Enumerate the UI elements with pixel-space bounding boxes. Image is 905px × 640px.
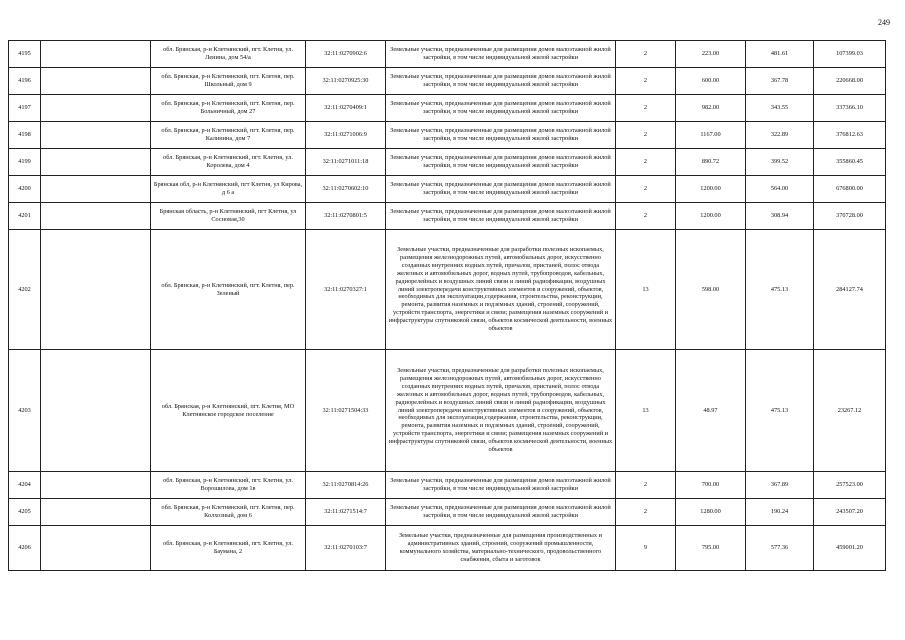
cadastral-number-cell: 32:11:0270814:26 [306, 472, 386, 499]
group-cell: 2 [616, 176, 676, 203]
land-use-cell: Земельные участки, предназначенные для размещения домов малоэтажной жилой застройки, в том числе индивидуальной жилой застройки [386, 472, 616, 499]
cadastral-value-cell: 676800.00 [814, 176, 886, 203]
land-use-cell: Земельные участки, предназначенные для размещения домов малоэтажной жилой застройки, в том числе индивидуальной жилой застройки [386, 68, 616, 95]
page-number: 249 [878, 18, 890, 27]
table-row [9, 176, 886, 203]
table-body [9, 41, 886, 571]
cadastral-number-cell: 32:11:0270902:6 [306, 41, 386, 68]
address-cell: обл. Брянская, р-н Клетнянский, пгт. Клетня, ул. Ленина, дом 54/а [151, 41, 306, 68]
row-id-cell: 4200 [9, 176, 41, 203]
row-id-cell: 4195 [9, 41, 41, 68]
cadastral-value-cell: 107399.03 [814, 41, 886, 68]
cadastral-value-table [8, 40, 886, 571]
area-cell: 890.72 [676, 149, 746, 176]
cadastral-value-cell: 23267.12 [814, 350, 886, 472]
land-use-cell: Земельные участки, предназначенные для размещения домов малоэтажной жилой застройки, в том числе индивидуальной жилой застройки [386, 95, 616, 122]
address-cell: Брянская область, р-н Клетнянский, пгт Клетня, ул Сосновая,30 [151, 203, 306, 230]
table-row [9, 526, 886, 571]
cadastral-number-cell: 32:11:0270925:30 [306, 68, 386, 95]
group-cell: 13 [616, 350, 676, 472]
address-cell: обл. Брянская, р-н Клетнянский, пгт. Клетня, ул. Ворошилова, дом 1в [151, 472, 306, 499]
group-cell: 2 [616, 203, 676, 230]
land-use-cell: Земельные участки, предназначенные для размещения домов малоэтажной жилой застройки, в том числе индивидуальной жилой застройки [386, 41, 616, 68]
spacer-cell [41, 472, 151, 499]
specific-value-cell: 399.52 [746, 149, 814, 176]
address-cell: обл. Брянская, р-н Клетнянский, пгт. Клетня, пер. Калинина, дом 7 [151, 122, 306, 149]
area-cell: 982.00 [676, 95, 746, 122]
land-use-cell: Земельные участки, предназначенные для размещения домов малоэтажной жилой застройки, в том числе индивидуальной жилой застройки [386, 499, 616, 526]
specific-value-cell: 190.24 [746, 499, 814, 526]
address-cell: обл. Брянская, р-н Клетнянский, пгт. Клетня, пер. Больничный, дом 27 [151, 95, 306, 122]
table-row [9, 41, 886, 68]
land-use-cell: Земельные участки, предназначенные для разработки полезных ископаемых, размещения железнодорожных путей, автомобильных дорог, искусственно созданных внутренних водных путей, причалов, пристаней, полос отвода железных и автомобильных дорог, водных путей, трубопроводов, кабельных, радиорелейных и воздушных линий связи и линий радиофикации, воздушных линий электропередачи конструктивных элементов и сооружений, объектов, необходимых для эксплуатации,содержания, строительства, реконструкции, ремонта, развития наземных и подземных зданий, строений, сооружений, устройств транспорта, энергетики и связи; размещения наземных сооружений и инфраструктуры спутниковой связи, объектов космической деятельности, военных объектов [386, 230, 616, 350]
specific-value-cell: 343.55 [746, 95, 814, 122]
specific-value-cell: 475.13 [746, 350, 814, 472]
spacer-cell [41, 176, 151, 203]
cadastral-number-cell: 32:11:0271504:33 [306, 350, 386, 472]
table-row [9, 203, 886, 230]
address-cell: обл. Брянская, р-н Клетнянский, пгт. Клетня, ул. Баумана, 2 [151, 526, 306, 571]
cadastral-value-cell: 376812.63 [814, 122, 886, 149]
cadastral-number-cell: 32:11:0270409:1 [306, 95, 386, 122]
row-id-cell: 4199 [9, 149, 41, 176]
area-cell: 223.00 [676, 41, 746, 68]
row-id-cell: 4196 [9, 68, 41, 95]
group-cell: 2 [616, 68, 676, 95]
spacer-cell [41, 149, 151, 176]
area-cell: 1167.00 [676, 122, 746, 149]
area-cell: 48.97 [676, 350, 746, 472]
specific-value-cell: 481.61 [746, 41, 814, 68]
spacer-cell [41, 350, 151, 472]
table-row [9, 95, 886, 122]
address-cell: обл. Брянская, р-н Клетнянский, пгт. Клетня, пер. Зеленый [151, 230, 306, 350]
area-cell: 1200.00 [676, 176, 746, 203]
group-cell: 2 [616, 41, 676, 68]
cadastral-number-cell: 32:11:0270801:5 [306, 203, 386, 230]
table-row [9, 350, 886, 472]
row-id-cell: 4204 [9, 472, 41, 499]
specific-value-cell: 367.78 [746, 68, 814, 95]
land-use-cell: Земельные участки, предназначенные для размещения производственных и административных зданий, строений, сооружений промышленности, коммунального хозяйства, материально-технического, продовольственного снабжения, сбыта и заготовок [386, 526, 616, 571]
row-id-cell: 4197 [9, 95, 41, 122]
address-cell: обл. Брянская, р-н Клетнянский, пгт. Клетня, МО Клетнянское городское поселение [151, 350, 306, 472]
table-row [9, 230, 886, 350]
cadastral-value-cell: 220668.00 [814, 68, 886, 95]
group-cell: 2 [616, 122, 676, 149]
table-row [9, 149, 886, 176]
row-id-cell: 4203 [9, 350, 41, 472]
cadastral-number-cell: 32:11:0270327:1 [306, 230, 386, 350]
spacer-cell [41, 499, 151, 526]
table-row [9, 499, 886, 526]
table-row [9, 68, 886, 95]
row-id-cell: 4205 [9, 499, 41, 526]
land-use-cell: Земельные участки, предназначенные для разработки полезных ископаемых, размещения железнодорожных путей, автомобильных дорог, искусственно созданных внутренних водных путей, причалов, пристаней, полос отвода железных и автомобильных дорог, водных путей, трубопроводов, кабельных, радиорелейных и воздушных линий связи и линий радиофикации, воздушных линий электропередачи конструктивных элементов и сооружений, объектов, необходимых для эксплуатации,содержания, строительства, реконструкции, ремонта, развития наземных и подземных зданий, строений, сооружений, устройств транспорта, энергетики и связи; размещения наземных сооружений и инфраструктуры спутниковой связи, объектов космической деятельности, военных объектов [386, 350, 616, 472]
row-id-cell: 4198 [9, 122, 41, 149]
area-cell: 1280.00 [676, 499, 746, 526]
group-cell: 2 [616, 499, 676, 526]
area-cell: 1200.00 [676, 203, 746, 230]
cadastral-value-cell: 355860.45 [814, 149, 886, 176]
address-cell: обл. Брянская, р-н Клетнянский, пгт. Клетня, ул. Королева, дом 4 [151, 149, 306, 176]
cadastral-number-cell: 32:11:0271011:18 [306, 149, 386, 176]
area-cell: 600.00 [676, 68, 746, 95]
spacer-cell [41, 68, 151, 95]
table-row [9, 122, 886, 149]
spacer-cell [41, 526, 151, 571]
specific-value-cell: 322.89 [746, 122, 814, 149]
cadastral-number-cell: 32:11:0270602:10 [306, 176, 386, 203]
table-row [9, 472, 886, 499]
spacer-cell [41, 122, 151, 149]
group-cell: 2 [616, 149, 676, 176]
cadastral-value-cell: 459001.20 [814, 526, 886, 571]
cadastral-value-cell: 284127.74 [814, 230, 886, 350]
land-use-cell: Земельные участки, предназначенные для размещения домов малоэтажной жилой застройки, в том числе индивидуальной жилой застройки [386, 149, 616, 176]
land-use-cell: Земельные участки, предназначенные для размещения домов малоэтажной жилой застройки, в том числе индивидуальной жилой застройки [386, 203, 616, 230]
land-use-cell: Земельные участки, предназначенные для размещения домов малоэтажной жилой застройки, в том числе индивидуальной жилой застройки [386, 122, 616, 149]
cadastral-number-cell: 32:11:0271514:7 [306, 499, 386, 526]
spacer-cell [41, 95, 151, 122]
cadastral-value-cell: 243507.20 [814, 499, 886, 526]
group-cell: 9 [616, 526, 676, 571]
area-cell: 795.00 [676, 526, 746, 571]
specific-value-cell: 367.89 [746, 472, 814, 499]
spacer-cell [41, 230, 151, 350]
cadastral-value-cell: 370728.00 [814, 203, 886, 230]
cadastral-value-cell: 337366.10 [814, 95, 886, 122]
cadastral-number-cell: 32:11:0271006:9 [306, 122, 386, 149]
cadastral-number-cell: 32:11:0270103:7 [306, 526, 386, 571]
specific-value-cell: 577.36 [746, 526, 814, 571]
specific-value-cell: 308.94 [746, 203, 814, 230]
group-cell: 2 [616, 472, 676, 499]
address-cell: обл. Брянская, р-н Клетнянский, пгт. Клетня, пер. Колхозный, дом 6 [151, 499, 306, 526]
cadastral-value-cell: 257523.00 [814, 472, 886, 499]
row-id-cell: 4206 [9, 526, 41, 571]
address-cell: обл. Брянская, р-н Клетнянский, пгт. Клетня, пер. Школьный, дом 9 [151, 68, 306, 95]
row-id-cell: 4202 [9, 230, 41, 350]
specific-value-cell: 564.00 [746, 176, 814, 203]
group-cell: 2 [616, 95, 676, 122]
area-cell: 700.00 [676, 472, 746, 499]
land-use-cell: Земельные участки, предназначенные для размещения домов малоэтажной жилой застройки, в том числе индивидуальной жилой застройки [386, 176, 616, 203]
row-id-cell: 4201 [9, 203, 41, 230]
specific-value-cell: 475.13 [746, 230, 814, 350]
spacer-cell [41, 41, 151, 68]
spacer-cell [41, 203, 151, 230]
area-cell: 598.00 [676, 230, 746, 350]
group-cell: 13 [616, 230, 676, 350]
address-cell: Брянская обл, р-н Клетнянский, пгт Клетня, ул Кирова, д 6 а [151, 176, 306, 203]
